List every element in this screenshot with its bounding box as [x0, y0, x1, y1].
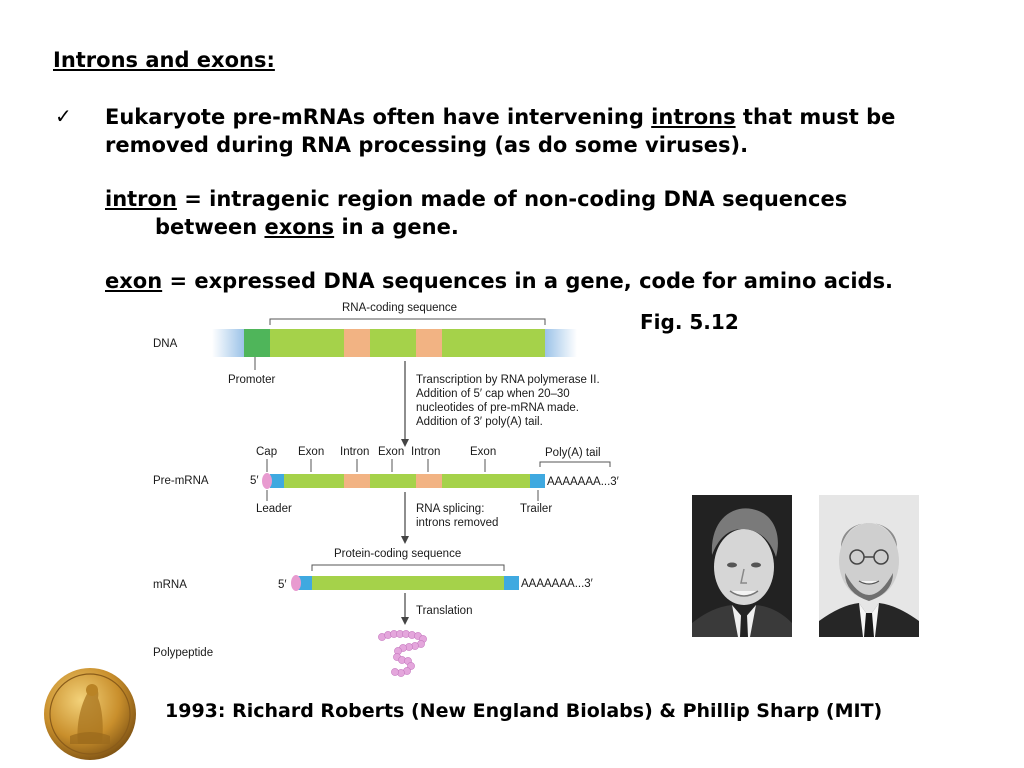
mrna-polya: AAAAAAA...3′ [521, 578, 593, 590]
intron-label-2: Intron [411, 446, 441, 458]
transcription-line-3: nucleotides of pre-mRNA made. [416, 402, 579, 414]
pre-mrna-label-ticks [267, 459, 485, 472]
p1-text-2: that must be removed during RNA processing (as do some viruses). [105, 105, 896, 157]
figure-label: Fig. 5.12 [640, 310, 739, 334]
nobel-caption: 1993: Richard Roberts (New England Biolabs) & Phillip Sharp (MIT) [165, 700, 883, 722]
dna-label: DNA [153, 338, 178, 350]
phillip-sharp-photo [819, 495, 919, 637]
rna-processing-diagram [140, 295, 640, 685]
translation-label: Translation [416, 605, 473, 617]
transcription-line-1: Transcription by RNA polymerase II. [416, 374, 600, 386]
intron-label-1: Intron [340, 446, 370, 458]
slide-title: Introns and exons: [53, 48, 275, 72]
intron-def-text: = intragenic region made of non-coding DNA sequences [176, 187, 848, 211]
bullet-paragraph [105, 103, 985, 159]
richard-roberts-photo [692, 495, 792, 637]
exon-definition [105, 267, 1005, 295]
polypeptide-chain-icon [378, 630, 426, 676]
intron-term: intron [105, 187, 177, 211]
pre-mrna-label: Pre-mRNA [153, 475, 209, 487]
cap-label: Cap [256, 446, 278, 458]
pre-mrna-5prime: 5′ [250, 475, 259, 487]
intron-def-text-3: in a gene. [334, 215, 459, 239]
exon-def-text: = expressed DNA sequences in a gene, code for amino acids. [162, 269, 894, 293]
protein-coding-label: Protein-coding sequence [334, 548, 462, 560]
transcription-line-4: Addition of 3′ poly(A) tail. [416, 416, 543, 428]
exon-term: exon [105, 269, 163, 293]
mrna-cap-shape [291, 575, 301, 591]
exon-label-2: Exon [378, 446, 405, 458]
intron-definition-cont [155, 213, 955, 241]
pre-mrna-polya: AAAAAAA...3′ [547, 476, 619, 488]
splicing-line-2: introns removed [416, 517, 499, 529]
intron-def-text-2: between [155, 215, 265, 239]
exon-label-3: Exon [470, 446, 497, 458]
transcription-line-2: Addition of 5′ cap when 20–30 [416, 388, 570, 400]
rna-coding-label: RNA-coding sequence [342, 302, 458, 314]
exons-term: exons [264, 215, 335, 239]
promoter-label: Promoter [228, 374, 276, 386]
p1-text-1: Eukaryote pre-mRNAs often have intervening [105, 105, 652, 129]
trailer-label: Trailer [520, 503, 553, 515]
polya-tail-label: Poly(A) tail [545, 447, 601, 459]
introns-term: introns [651, 105, 736, 129]
checkmark-icon: ✓ [55, 104, 72, 128]
cap-shape [262, 473, 272, 489]
intron-definition [105, 185, 985, 213]
polypeptide-label: Polypeptide [153, 647, 214, 659]
exon-label-1: Exon [298, 446, 325, 458]
splicing-line-1: RNA splicing: [416, 503, 485, 515]
mrna-label: mRNA [153, 579, 187, 591]
mrna-5prime: 5′ [278, 579, 287, 591]
nobel-medal-image [42, 666, 138, 762]
leader-label: Leader [256, 503, 292, 515]
pre-mrna-bar [270, 474, 545, 488]
mrna-bar [297, 576, 519, 590]
dna-bar [212, 329, 577, 357]
rna-coding-bracket [270, 319, 545, 325]
